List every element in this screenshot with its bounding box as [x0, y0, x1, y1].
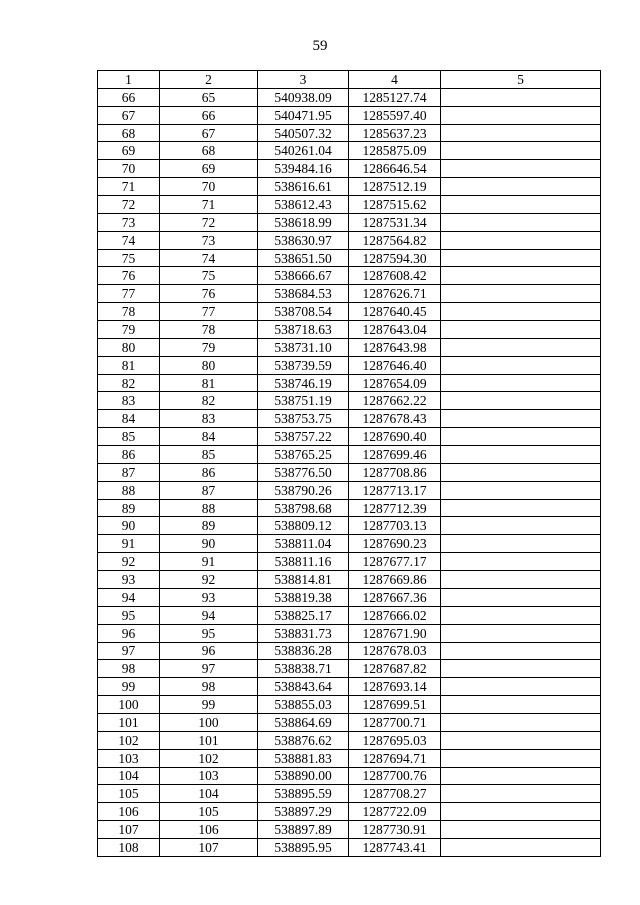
table-cell: 100 [160, 713, 258, 731]
table-cell [441, 267, 601, 285]
table-row [98, 231, 601, 249]
table-cell: 1287695.03 [349, 731, 441, 749]
table-cell: 78 [160, 321, 258, 339]
table-cell: 538666.67 [258, 267, 349, 285]
table-cell: 538895.95 [258, 838, 349, 856]
table-cell: 1287687.82 [349, 660, 441, 678]
table-row [98, 624, 601, 642]
table-cell: 89 [98, 499, 160, 517]
table-cell: 1287703.13 [349, 517, 441, 535]
table-cell: 86 [98, 446, 160, 464]
table-cell: 538731.10 [258, 338, 349, 356]
table-cell: 539484.16 [258, 160, 349, 178]
column-header: 2 [160, 71, 258, 89]
table-cell: 108 [98, 838, 160, 856]
table-cell: 99 [98, 678, 160, 696]
table-cell: 95 [160, 624, 258, 642]
table-cell: 101 [98, 713, 160, 731]
table-row [98, 588, 601, 606]
column-header: 4 [349, 71, 441, 89]
table-cell: 538814.81 [258, 571, 349, 589]
table-row [98, 410, 601, 428]
table-row [98, 838, 601, 856]
table-row [98, 303, 601, 321]
table-cell [441, 678, 601, 696]
table-row [98, 713, 601, 731]
table-cell: 90 [160, 535, 258, 553]
table-cell: 84 [98, 410, 160, 428]
table-cell: 81 [98, 356, 160, 374]
header-row [98, 71, 601, 89]
table-cell: 99 [160, 696, 258, 714]
table-cell [441, 642, 601, 660]
table-cell [441, 571, 601, 589]
table-cell [441, 285, 601, 303]
table-cell [441, 338, 601, 356]
table-row [98, 106, 601, 124]
table-cell: 1287666.02 [349, 606, 441, 624]
table-cell: 538897.89 [258, 821, 349, 839]
table-cell [441, 249, 601, 267]
table-cell: 1287678.43 [349, 410, 441, 428]
table-cell [441, 535, 601, 553]
table-cell [441, 428, 601, 446]
table-cell: 79 [160, 338, 258, 356]
table-cell: 81 [160, 374, 258, 392]
table-cell: 107 [160, 838, 258, 856]
table-cell: 77 [160, 303, 258, 321]
table-cell [441, 731, 601, 749]
table-cell: 538890.00 [258, 767, 349, 785]
table-cell: 538897.29 [258, 803, 349, 821]
table-cell [441, 410, 601, 428]
table-row [98, 285, 601, 303]
table-cell: 69 [98, 142, 160, 160]
table-cell: 1286646.54 [349, 160, 441, 178]
table-row [98, 88, 601, 106]
table-cell: 538790.26 [258, 481, 349, 499]
table-cell [441, 660, 601, 678]
table-row [98, 642, 601, 660]
table-cell: 80 [98, 338, 160, 356]
table-cell: 1287694.71 [349, 749, 441, 767]
table-cell: 1285127.74 [349, 88, 441, 106]
table-row [98, 463, 601, 481]
table-cell: 1287743.41 [349, 838, 441, 856]
table-cell [441, 767, 601, 785]
table-cell: 90 [98, 517, 160, 535]
table-cell: 538708.54 [258, 303, 349, 321]
table-cell: 1287700.76 [349, 767, 441, 785]
table-cell: 70 [160, 178, 258, 196]
table-row [98, 606, 601, 624]
table-cell: 538811.04 [258, 535, 349, 553]
table-row [98, 124, 601, 142]
table-row [98, 321, 601, 339]
table-cell [441, 392, 601, 410]
table-cell: 538753.75 [258, 410, 349, 428]
table-cell: 77 [98, 285, 160, 303]
table-cell: 105 [98, 785, 160, 803]
table-row [98, 249, 601, 267]
table-cell: 1287712.39 [349, 499, 441, 517]
table-cell: 76 [160, 285, 258, 303]
table-cell: 76 [98, 267, 160, 285]
table-row [98, 374, 601, 392]
table-cell: 98 [98, 660, 160, 678]
table-cell: 538836.28 [258, 642, 349, 660]
table-cell: 103 [160, 767, 258, 785]
table-row [98, 481, 601, 499]
table-cell: 65 [160, 88, 258, 106]
table-row [98, 821, 601, 839]
table-cell: 80 [160, 356, 258, 374]
table-cell: 1287669.86 [349, 571, 441, 589]
table-cell [441, 696, 601, 714]
table-cell [441, 481, 601, 499]
table-cell: 101 [160, 731, 258, 749]
table-cell: 73 [98, 213, 160, 231]
table-cell [441, 785, 601, 803]
table-cell: 87 [160, 481, 258, 499]
table-cell: 79 [98, 321, 160, 339]
column-header: 3 [258, 71, 349, 89]
table-cell: 538798.68 [258, 499, 349, 517]
table-cell: 538895.59 [258, 785, 349, 803]
table-row [98, 392, 601, 410]
table-row [98, 731, 601, 749]
table-cell [441, 463, 601, 481]
table-cell: 103 [98, 749, 160, 767]
table-cell [441, 821, 601, 839]
table-row [98, 803, 601, 821]
table-row [98, 356, 601, 374]
table-cell: 88 [98, 481, 160, 499]
table-cell [441, 88, 601, 106]
table-row [98, 785, 601, 803]
table-row [98, 178, 601, 196]
table-cell: 538825.17 [258, 606, 349, 624]
table-cell: 1287640.45 [349, 303, 441, 321]
table-cell: 1287699.46 [349, 446, 441, 464]
table-cell: 1287690.40 [349, 428, 441, 446]
table-cell [441, 142, 601, 160]
table-cell: 96 [98, 624, 160, 642]
table-cell: 91 [160, 553, 258, 571]
table-row [98, 553, 601, 571]
table-row [98, 696, 601, 714]
table-cell: 106 [98, 803, 160, 821]
table-cell: 538651.50 [258, 249, 349, 267]
table-cell: 540938.09 [258, 88, 349, 106]
table-cell: 85 [160, 446, 258, 464]
table-cell [441, 231, 601, 249]
coordinates-table [97, 70, 601, 857]
table-cell: 106 [160, 821, 258, 839]
table-cell: 98 [160, 678, 258, 696]
table-cell: 104 [160, 785, 258, 803]
table-cell: 66 [160, 106, 258, 124]
table-cell: 538843.64 [258, 678, 349, 696]
table-cell: 1287713.17 [349, 481, 441, 499]
table-cell: 1287564.82 [349, 231, 441, 249]
table-cell: 83 [98, 392, 160, 410]
table-row [98, 196, 601, 214]
table-cell: 538718.63 [258, 321, 349, 339]
table-row [98, 267, 601, 285]
table-row [98, 517, 601, 535]
table-cell [441, 124, 601, 142]
table-cell: 67 [160, 124, 258, 142]
table-cell: 1285637.23 [349, 124, 441, 142]
table-row [98, 446, 601, 464]
table-cell [441, 838, 601, 856]
table-cell: 92 [160, 571, 258, 589]
table-cell: 86 [160, 463, 258, 481]
table-cell [441, 106, 601, 124]
table-cell: 67 [98, 106, 160, 124]
table-cell: 82 [160, 392, 258, 410]
table-cell [441, 446, 601, 464]
table-cell [441, 374, 601, 392]
table-cell [441, 213, 601, 231]
table-cell: 538616.61 [258, 178, 349, 196]
table-cell: 107 [98, 821, 160, 839]
table-cell: 538739.59 [258, 356, 349, 374]
table-cell [441, 356, 601, 374]
table-cell: 538831.73 [258, 624, 349, 642]
table-cell: 72 [98, 196, 160, 214]
table-cell: 538751.19 [258, 392, 349, 410]
table-cell: 89 [160, 517, 258, 535]
table-cell: 1287643.04 [349, 321, 441, 339]
table-cell: 1287608.42 [349, 267, 441, 285]
table-cell [441, 606, 601, 624]
table-cell [441, 713, 601, 731]
table-cell: 100 [98, 696, 160, 714]
table-cell: 1287708.86 [349, 463, 441, 481]
table-cell: 74 [160, 249, 258, 267]
table-cell: 1287693.14 [349, 678, 441, 696]
table-cell: 75 [160, 267, 258, 285]
table-cell: 1287678.03 [349, 642, 441, 660]
table-cell: 66 [98, 88, 160, 106]
table-cell [441, 196, 601, 214]
table-cell [441, 588, 601, 606]
table-row [98, 535, 601, 553]
table-cell: 540261.04 [258, 142, 349, 160]
table-row [98, 338, 601, 356]
table-cell: 538776.50 [258, 463, 349, 481]
page-number: 59 [312, 38, 328, 54]
table-cell: 1287730.91 [349, 821, 441, 839]
table-cell: 1287667.36 [349, 588, 441, 606]
table-cell: 540471.95 [258, 106, 349, 124]
table-cell: 1287700.71 [349, 713, 441, 731]
table-cell: 83 [160, 410, 258, 428]
column-header: 5 [441, 71, 601, 89]
table-cell: 88 [160, 499, 258, 517]
table-cell: 84 [160, 428, 258, 446]
table-cell: 1287512.19 [349, 178, 441, 196]
table-cell: 94 [160, 606, 258, 624]
table-row [98, 749, 601, 767]
table-cell: 87 [98, 463, 160, 481]
table-cell: 96 [160, 642, 258, 660]
table-row [98, 499, 601, 517]
table-cell: 1285597.40 [349, 106, 441, 124]
table-row [98, 428, 601, 446]
table-cell: 1285875.09 [349, 142, 441, 160]
table-cell: 1287690.23 [349, 535, 441, 553]
table-cell: 68 [160, 142, 258, 160]
table-cell: 538630.97 [258, 231, 349, 249]
table-cell: 1287646.40 [349, 356, 441, 374]
table-row [98, 142, 601, 160]
table-cell: 85 [98, 428, 160, 446]
table-cell: 538612.43 [258, 196, 349, 214]
table-cell: 102 [160, 749, 258, 767]
table-cell: 538819.38 [258, 588, 349, 606]
table-cell: 540507.32 [258, 124, 349, 142]
table-cell: 538811.16 [258, 553, 349, 571]
table-cell: 1287671.90 [349, 624, 441, 642]
table-cell: 71 [160, 196, 258, 214]
table-row [98, 160, 601, 178]
table-cell: 538838.71 [258, 660, 349, 678]
table-body [98, 88, 601, 856]
table-cell: 1287677.17 [349, 553, 441, 571]
table-cell: 1287699.51 [349, 696, 441, 714]
table-cell: 73 [160, 231, 258, 249]
table-cell: 105 [160, 803, 258, 821]
table-cell: 94 [98, 588, 160, 606]
table-cell: 75 [98, 249, 160, 267]
table-cell: 72 [160, 213, 258, 231]
table-cell: 70 [98, 160, 160, 178]
table-cell [441, 178, 601, 196]
table-cell: 1287722.09 [349, 803, 441, 821]
table-cell: 1287643.98 [349, 338, 441, 356]
table-header [98, 71, 601, 89]
table-cell: 92 [98, 553, 160, 571]
table-cell: 1287708.27 [349, 785, 441, 803]
table-cell [441, 303, 601, 321]
table-cell: 78 [98, 303, 160, 321]
table-cell: 538746.19 [258, 374, 349, 392]
table-cell [441, 803, 601, 821]
table-cell [441, 749, 601, 767]
table-cell [441, 553, 601, 571]
table-cell: 1287626.71 [349, 285, 441, 303]
table-cell [441, 624, 601, 642]
table-row [98, 660, 601, 678]
table-cell: 538618.99 [258, 213, 349, 231]
table-cell: 97 [160, 660, 258, 678]
table-cell: 538876.62 [258, 731, 349, 749]
table-cell: 104 [98, 767, 160, 785]
table-cell: 538765.25 [258, 446, 349, 464]
table-cell: 1287594.30 [349, 249, 441, 267]
table-cell: 74 [98, 231, 160, 249]
table-cell [441, 517, 601, 535]
table-cell: 95 [98, 606, 160, 624]
table-cell: 538757.22 [258, 428, 349, 446]
table-cell: 71 [98, 178, 160, 196]
table-cell: 102 [98, 731, 160, 749]
table-cell: 68 [98, 124, 160, 142]
table-cell [441, 160, 601, 178]
column-header: 1 [98, 71, 160, 89]
table-cell: 538881.83 [258, 749, 349, 767]
table-cell: 538684.53 [258, 285, 349, 303]
table-cell: 69 [160, 160, 258, 178]
table-cell [441, 499, 601, 517]
table-cell: 1287654.09 [349, 374, 441, 392]
table-row [98, 767, 601, 785]
table-cell: 1287662.22 [349, 392, 441, 410]
table-row [98, 213, 601, 231]
table-cell: 538809.12 [258, 517, 349, 535]
table-row [98, 678, 601, 696]
table-cell: 538855.03 [258, 696, 349, 714]
table-cell: 538864.69 [258, 713, 349, 731]
table-cell: 82 [98, 374, 160, 392]
table-row [98, 571, 601, 589]
table-cell: 93 [98, 571, 160, 589]
table-cell [441, 321, 601, 339]
table-cell: 1287515.62 [349, 196, 441, 214]
table-cell: 1287531.34 [349, 213, 441, 231]
table-cell: 91 [98, 535, 160, 553]
table-cell: 93 [160, 588, 258, 606]
table-cell: 97 [98, 642, 160, 660]
